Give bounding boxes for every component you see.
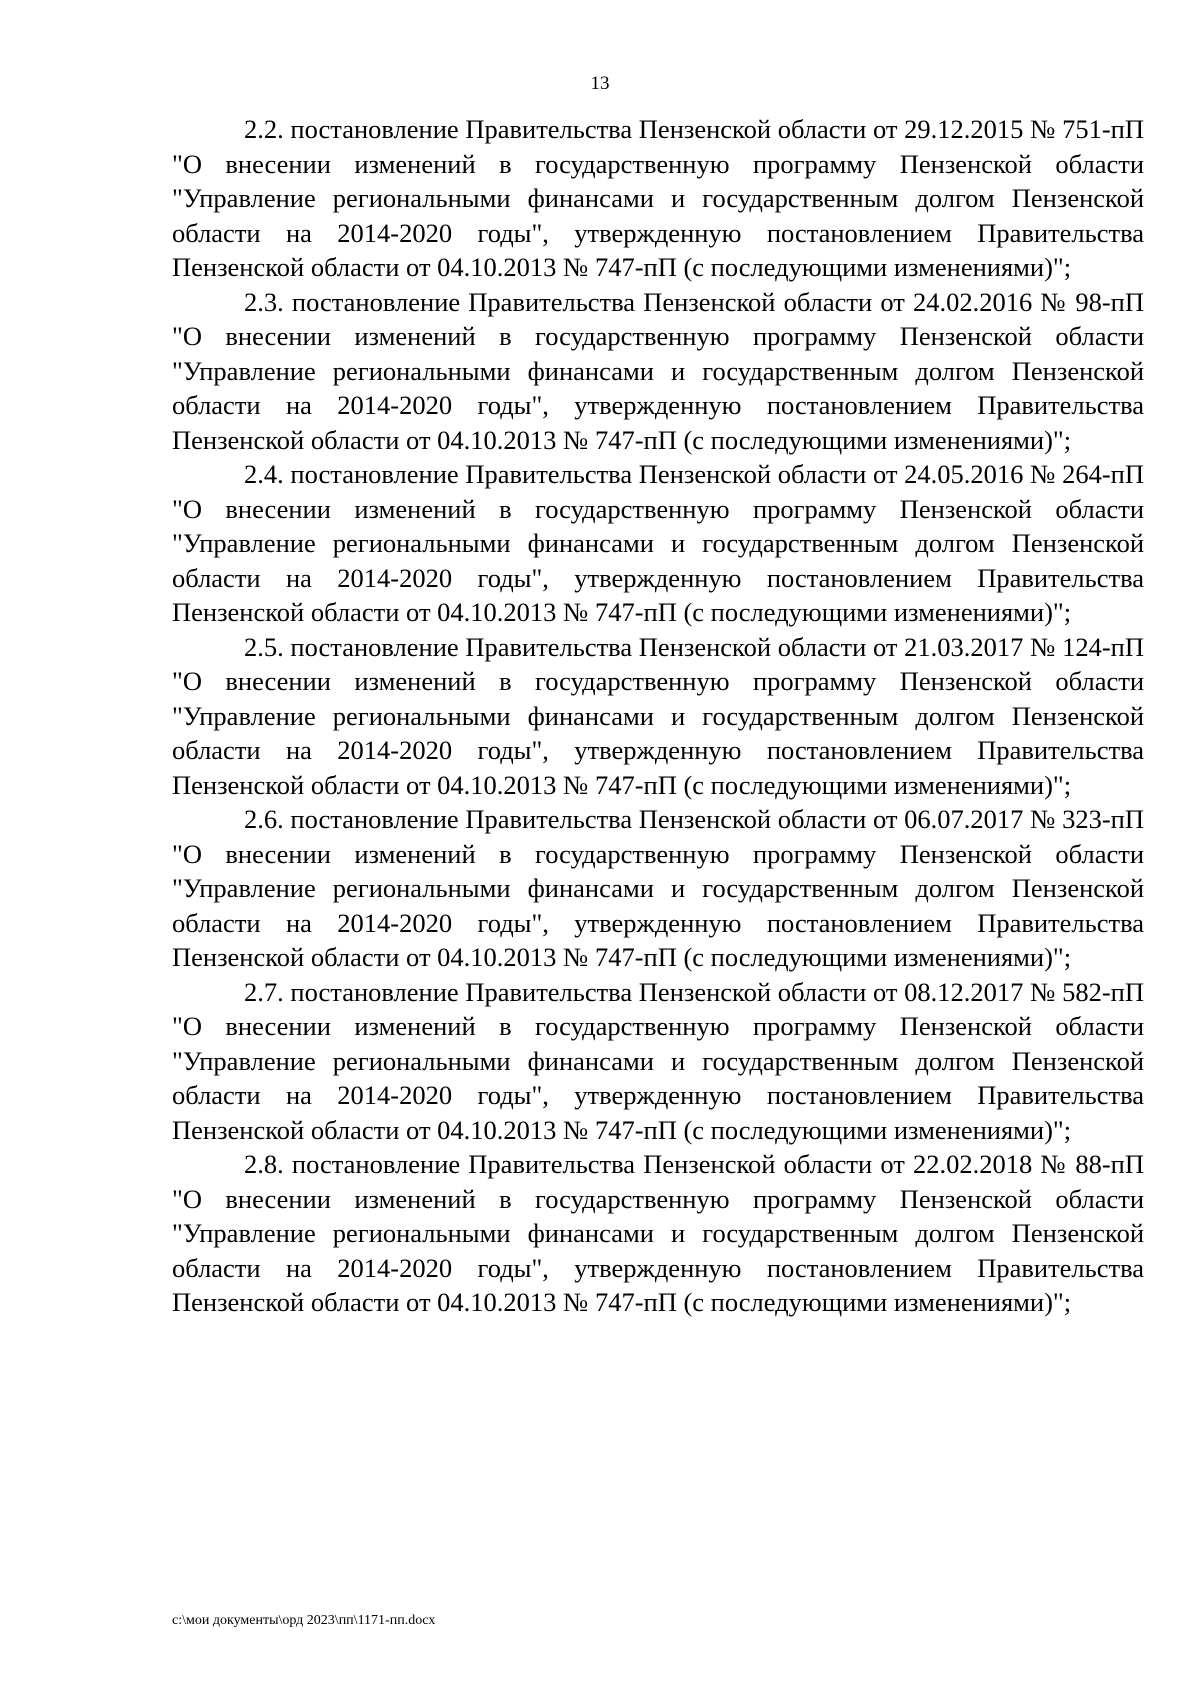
paragraph-2-7: 2.7. постановление Правительства Пензенской области от 08.12.2017 № 582-пП "О внесении изменений в государственную программу Пензенской области "Управление региональными финансами и государственным долгом Пензенской области на 2014-2020 годы", утвержденную постановлением Правительства Пензенской области от 04.10.2013 № 747-пП (с последующими изменениями)"; [172,976,1144,1145]
paragraph-2-4: 2.4. постановление Правительства Пензенской области от 24.05.2016 № 264-пП "О внесении изменений в государственную программу Пензенской области "Управление региональными финансами и государственным долгом Пензенской области на 2014-2020 годы", утвержденную постановлением Правительства Пензенской области от 04.10.2013 № 747-пП (с последующими изменениями)"; [172,459,1144,627]
paragraph-2-8: 2.8. постановление Правительства Пензенской области от 22.02.2018 № 88-пП "О внесении изменений в государственную программу Пензенской области "Управление региональными финансами и государственным долгом Пензенской области на 2014-2020 годы", утвержденную постановлением Правительства Пензенской области от 04.10.2013 № 747-пП (с последующими изменениями)"; [172,1149,1144,1317]
paragraph-2-3: 2.3. постановление Правительства Пензенской области от 24.02.2016 № 98-пП "О внесении изменений в государственную программу Пензенской области "Управление региональными финансами и государственным долгом Пензенской области на 2014-2020 годы", утвержденную постановлением Правительства Пензенской области от 04.10.2013 № 747-пП (с последующими изменениями)"; [172,286,1144,455]
page-number: 13 [590,73,610,94]
paragraph-2-2: 2.2. постановление Правительства Пензенской области от 29.12.2015 № 751-пП "О внесении изменений в государственную программу Пензенской области "Управление региональными финансами и государственным долгом Пензенской области на 2014-2020 годы", утвержденную постановлением Правительства Пензенской области от 04.10.2013 № 747-пП (с последующими изменениями)"; [172,114,1144,282]
paragraph-2-5: 2.5. постановление Правительства Пензенской области от 21.03.2017 № 124-пП "О внесении изменений в государственную программу Пензенской области "Управление региональными финансами и государственным долгом Пензенской области на 2014-2020 годы", утвержденную постановлением Правительства Пензенской области от 04.10.2013 № 747-пП (с последующими изменениями)"; [172,631,1144,800]
paragraph-2-6: 2.6. постановление Правительства Пензенской области от 06.07.2017 № 323-пП "О внесении изменений в государственную программу Пензенской области "Управление региональными финансами и государственным долгом Пензенской области на 2014-2020 годы", утвержденную постановлением Правительства Пензенской области от 04.10.2013 № 747-пП (с последующими изменениями)"; [172,804,1144,972]
document-body [172,112,1144,1320]
footer-file-path: c:\мои документы\орд 2023\пп\1171-пп.docx [172,1613,436,1628]
